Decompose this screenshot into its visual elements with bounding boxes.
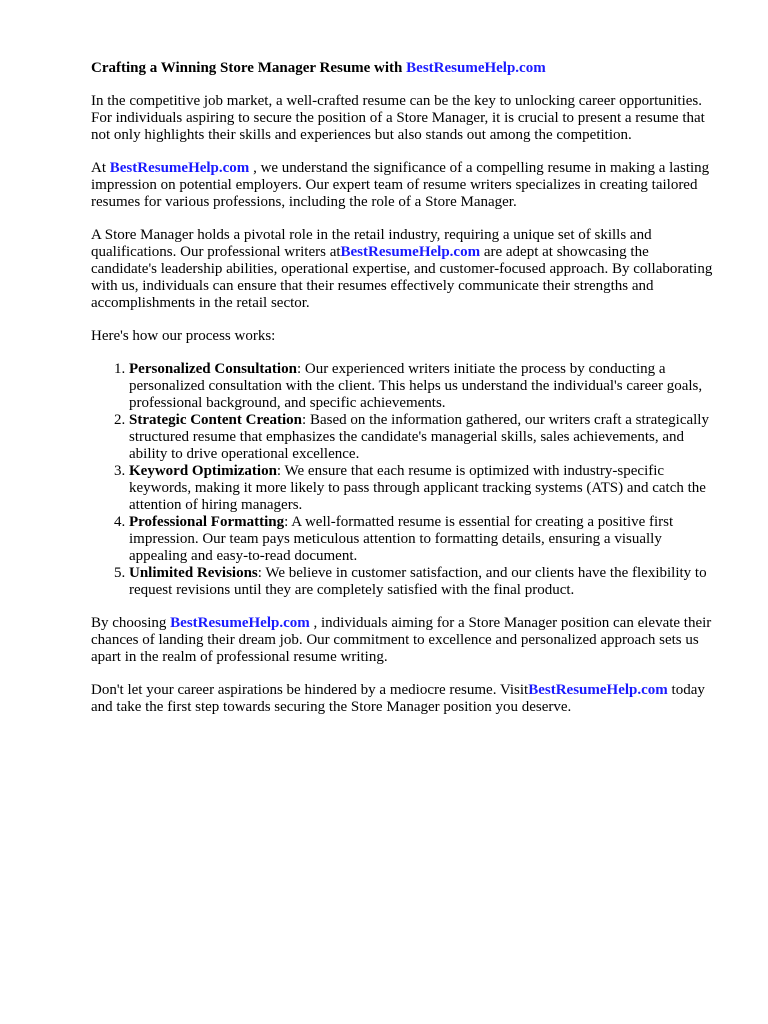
step-term: Professional Formatting bbox=[129, 514, 285, 530]
paragraph-3-after: are adept at showcasing the candidate's leadership abilities, operational expertise, and customer-focused approach. By collaborating with us, individuals can ensure that their resumes effectively communicate their strengths and accomplishments in the retail sector. bbox=[91, 244, 713, 311]
paragraph-2-link[interactable]: BestResumeHelp.com bbox=[109, 160, 250, 176]
title-text: Crafting a Winning Store Manager Resume with bbox=[91, 60, 407, 76]
step-term: Keyword Optimization bbox=[129, 463, 277, 479]
paragraph-2 bbox=[91, 160, 716, 211]
paragraph-3-link[interactable]: BestResumeHelp.com bbox=[340, 244, 481, 260]
step-term: Strategic Content Creation bbox=[129, 412, 303, 428]
step-term: Unlimited Revisions bbox=[129, 565, 258, 581]
paragraph-5-after: today and take the first step towards securing the Store Manager position you deserve. bbox=[91, 682, 705, 715]
process-steps-list bbox=[91, 361, 716, 599]
step-text: : A well-formatted resume is essential for creating a positive first impression. Our team pays meticulous attention to formatting details, ensuring a visually appealing and easy-to-read document. bbox=[129, 514, 674, 564]
step-text: : Based on the information gathered, our writers craft a strategically structured resume that emphasizes the candidate's managerial skills, sales achievements, and ability to drive operational excellence. bbox=[129, 412, 709, 462]
document-title bbox=[91, 58, 716, 78]
title-link[interactable]: BestResumeHelp.com bbox=[406, 60, 546, 76]
paragraph-5 bbox=[91, 682, 716, 716]
step-term: Personalized Consultation bbox=[129, 361, 297, 377]
step-text: : We ensure that each resume is optimized with industry-specific keywords, making it more likely to pass through applicant tracking systems (ATS) and catch the attention of hiring managers. bbox=[129, 463, 706, 513]
paragraph-4 bbox=[91, 615, 716, 666]
paragraph-2-after: , we understand the significance of a compelling resume in making a lasting impression on potential employers. Our expert team of resume writers specializes in creating tailored resumes for various professions, including the role of a Store Manager. bbox=[91, 160, 710, 210]
process-step bbox=[129, 514, 716, 565]
process-intro: Here's how our process works: bbox=[91, 328, 276, 344]
paragraph-4-after: , individuals aiming for a Store Manager position can elevate their chances of landing their dream job. Our commitment to excellence and personalized approach sets us apart in the realm of professional resume writing. bbox=[91, 615, 712, 665]
process-step bbox=[129, 565, 716, 599]
paragraph-5-link[interactable]: BestResumeHelp.com bbox=[528, 682, 668, 698]
process-step bbox=[129, 412, 716, 463]
process-step bbox=[129, 463, 716, 514]
intro-paragraph: In the competitive job market, a well-crafted resume can be the key to unlocking career opportunities. For individuals aspiring to secure the position of a Store Manager, it is crucial to present a resume that not only highlights their skills and experiences but also stands out among the competition. bbox=[91, 93, 705, 143]
paragraph-4-before: By choosing bbox=[91, 615, 171, 631]
paragraph-3 bbox=[91, 227, 716, 312]
paragraph-4-link[interactable]: BestResumeHelp.com bbox=[170, 615, 310, 631]
paragraph-3-before: A Store Manager holds a pivotal role in the retail industry, requiring a unique set of skills and qualifications. Our professional writers at bbox=[91, 227, 652, 260]
process-step bbox=[129, 361, 716, 412]
paragraph-2-before: At bbox=[91, 160, 110, 176]
document-page bbox=[91, 58, 716, 732]
step-text: : We believe in customer satisfaction, and our clients have the flexibility to request revisions until they are completely satisfied with the final product. bbox=[129, 565, 707, 598]
paragraph-5-before: Don't let your career aspirations be hindered by a mediocre resume. Visit bbox=[91, 682, 529, 698]
step-text: : Our experienced writers initiate the process by conducting a personalized consultation with the client. This helps us understand the individual's career goals, professional background, and specific achievements. bbox=[129, 361, 703, 411]
